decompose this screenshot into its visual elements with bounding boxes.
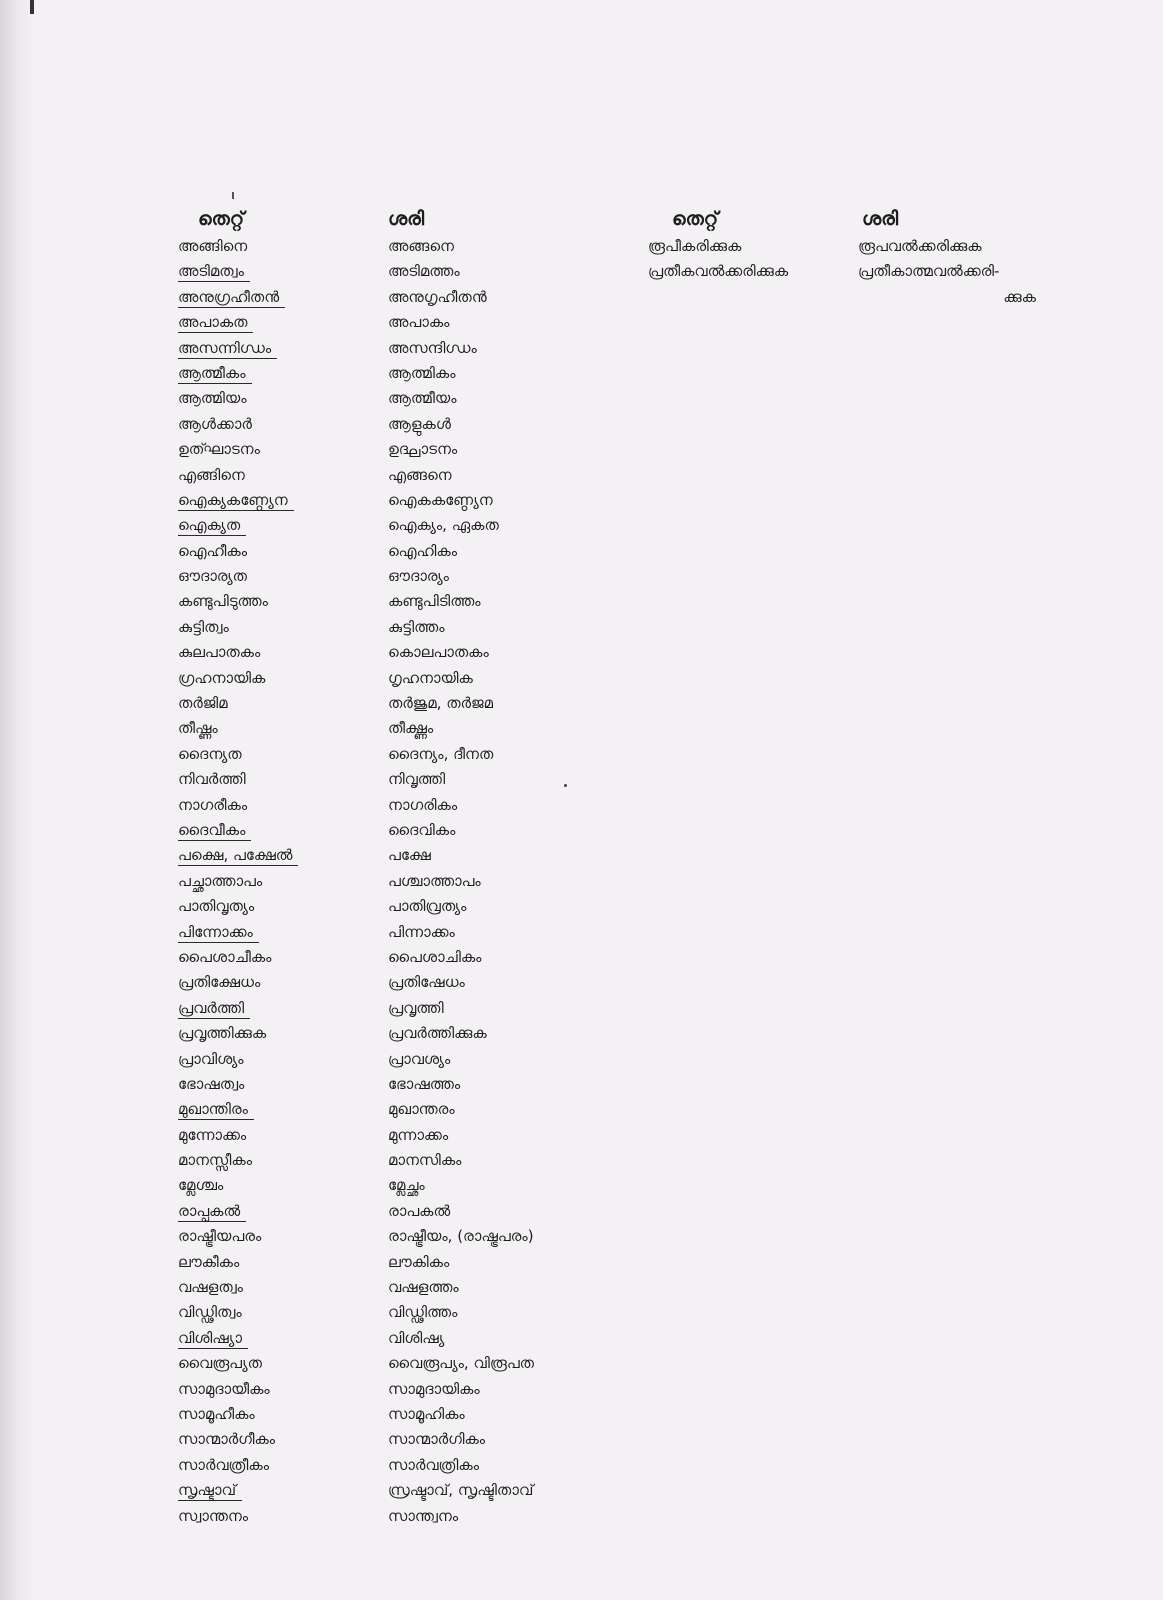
correct-word-text: അടിമത്തം [388, 262, 460, 281]
wrong-word-text: സാമുദായീകം [178, 1379, 270, 1398]
correct-word-text: നാഗരികം [388, 795, 458, 814]
wrong-word [178, 818, 378, 843]
correct-word [388, 640, 598, 665]
wrong-word-text: കുട്ടിത്വം [178, 617, 229, 636]
correct-word [388, 767, 598, 792]
left-right-column [388, 206, 598, 1529]
wrong-word [178, 1275, 378, 1300]
correct-word-text: സാമൂഹികം [388, 1404, 465, 1423]
left-wrong-list [178, 234, 378, 1529]
wrong-word [178, 640, 378, 665]
wrong-word [178, 1173, 378, 1198]
left-right-header: ശരി [388, 208, 425, 230]
wrong-word-text: ആത്മീകം [178, 364, 252, 384]
correct-word-text: കൊലപാതകം [388, 643, 489, 662]
correct-word-text: പിന്നാക്കം [388, 922, 455, 941]
wrong-word [178, 1402, 378, 1427]
wrong-word-text: രാഷ്ട്രീയപരം [178, 1227, 262, 1246]
wrong-word [178, 488, 378, 513]
wrong-word [178, 234, 378, 259]
correct-word [388, 615, 598, 640]
wrong-word [178, 666, 378, 691]
wrong-word [178, 1351, 378, 1376]
wrong-word-text: സാർവത്രീകം [178, 1455, 270, 1474]
wrong-word [178, 259, 378, 284]
left-wrong-column [178, 206, 378, 1529]
correct-word [388, 920, 598, 945]
wrong-word-text: പ്രതീകവൽക്കരിക്കുക [648, 262, 789, 281]
wrong-word-text: മുഖാന്തിരം [178, 1100, 254, 1120]
correct-word [388, 1402, 598, 1427]
correct-word [388, 1300, 598, 1325]
correct-word [388, 412, 598, 437]
correct-word [388, 539, 598, 564]
correct-word-text: ആളുകൾ [388, 414, 451, 433]
wrong-word-text: അടിമത്വം [178, 262, 250, 282]
wrong-word-text: അങ്ങിനെ [178, 237, 248, 255]
correct-word-text: ദൈവികം [388, 820, 456, 839]
correct-word [388, 1326, 598, 1351]
wrong-word [178, 564, 378, 589]
wrong-word-text: പക്ഷെ, പക്ഷേൽ [178, 846, 298, 866]
correct-word [388, 894, 598, 919]
wrong-word-text: ലൗകീകം [178, 1252, 240, 1271]
correct-word [858, 259, 1036, 284]
correct-word [388, 310, 598, 335]
correct-word [388, 1199, 598, 1224]
correct-word-text: മുഖാന്തരം [388, 1100, 455, 1119]
correct-word-text: രൂപവൽക്കരിക്കുക [858, 237, 982, 255]
correct-word [858, 234, 1036, 259]
wrong-word [178, 1478, 378, 1503]
correct-word [388, 1275, 598, 1300]
correct-word-text: അപാകം [388, 313, 450, 332]
correct-word-text: വിഡ്ഢിത്തം [388, 1303, 458, 1322]
wrong-word-text: പ്രതിക്ഷേധം [178, 973, 261, 992]
right-wrong-list [648, 234, 848, 285]
wrong-word [178, 1148, 378, 1173]
correct-word-text: പൈശാചികം [388, 947, 482, 966]
correct-word [388, 386, 598, 411]
correct-word-text: എങ്ങനെ [388, 465, 452, 484]
correct-word-text: പാതിവ്രത്യം [388, 897, 467, 916]
wrong-word [648, 259, 848, 284]
correct-word-text: പ്രതിഷേധം [388, 973, 465, 992]
wrong-word [178, 1072, 378, 1097]
correct-word [388, 234, 598, 259]
correct-word-text: ഐക്യം, ഏകത [388, 516, 499, 535]
wrong-word [178, 691, 378, 716]
wrong-word-text: തീഷ്ണം [178, 719, 218, 738]
correct-word [388, 869, 598, 894]
wrong-word-text: ഭോഷത്വം [178, 1074, 245, 1093]
wrong-word-text: കുലപാതകം [178, 643, 261, 662]
correct-word [388, 361, 598, 386]
wrong-word-text: ഗ്രഹനായിക [178, 668, 266, 687]
correct-word-text: അസന്ദിഗ്ധം [388, 338, 477, 357]
wrong-word-text: രാപ്പകൽ [178, 1202, 246, 1222]
correct-word-text: ഐഹികം [388, 541, 457, 560]
wrong-word [178, 386, 378, 411]
wrong-word [178, 1097, 378, 1122]
wrong-word-text: പിന്നോക്കം [178, 923, 259, 943]
wrong-word-text: പച്ഛാത്താപം [178, 871, 263, 890]
right-wrong-column [648, 206, 848, 285]
correct-word-text: മ്ലേച്ഛം [388, 1176, 425, 1195]
correct-word-text: ഉദ്ഘാടനം [388, 440, 458, 459]
wrong-word-text: കണ്ടുപിടുത്തം [178, 592, 268, 611]
wrong-word-text: മാനസ്സീകം [178, 1151, 253, 1170]
right-right-column [858, 206, 1036, 310]
right-right-header: ശരി [862, 208, 899, 230]
wrong-word [178, 412, 378, 437]
correct-word [388, 285, 598, 310]
correct-word [388, 1453, 598, 1478]
wrong-word-text: ഐക്യകണ്ഠ്യേന [178, 491, 294, 511]
wrong-word [178, 1250, 378, 1275]
wrong-word-text: ആത്മിയം [178, 389, 247, 408]
correct-word-text: ക്കുക [1003, 287, 1036, 306]
page-edge-shadow [0, 0, 34, 1600]
wrong-word-text: അനുഗ്രഹീതൻ [178, 288, 285, 308]
wrong-word [178, 793, 378, 818]
correct-word-text: സാന്മാർഗികം [388, 1430, 486, 1449]
correct-word-text: വഷളത്തം [388, 1278, 459, 1297]
wrong-word [178, 589, 378, 614]
wrong-word-text: സാമൂഹീകം [178, 1404, 255, 1423]
wrong-word [178, 437, 378, 462]
wrong-word-text: നിവർത്തി [178, 770, 246, 789]
correct-word [388, 818, 598, 843]
wrong-word-text: സാന്മാർഗീകം [178, 1430, 276, 1449]
wrong-word [178, 843, 378, 868]
correct-word [388, 259, 598, 284]
correct-word [388, 716, 598, 741]
wrong-word [178, 1427, 378, 1452]
wrong-word [178, 716, 378, 741]
right-wrong-header: തെറ്റ് [672, 208, 719, 230]
correct-word [388, 513, 598, 538]
correct-word [388, 1021, 598, 1046]
wrong-word [178, 1504, 378, 1529]
wrong-word [178, 513, 378, 538]
wrong-word [178, 1224, 378, 1249]
wrong-word-text: പാതിവൃത്യം [178, 897, 255, 916]
correct-word [388, 463, 598, 488]
wrong-word [178, 767, 378, 792]
wrong-word-text: പ്രാവിശ്യം [178, 1049, 244, 1068]
correct-word-text: ആത്മികം [388, 363, 456, 382]
correct-word [388, 1097, 598, 1122]
correct-word [388, 666, 598, 691]
wrong-word [178, 742, 378, 767]
wrong-word-text: ആൾക്കാർ [178, 414, 252, 433]
wrong-word [178, 336, 378, 361]
correct-word-text: തർജുമ, തർജമ [388, 694, 494, 713]
wrong-word-text: ഉത്ഘാടനം [178, 440, 260, 459]
wrong-word [178, 1300, 378, 1325]
correct-word [388, 691, 598, 716]
correct-word [388, 589, 598, 614]
correct-word [858, 285, 1036, 310]
correct-word-text: സാർവത്രികം [388, 1455, 480, 1474]
correct-word-text: ഔദാര്യം [388, 567, 449, 586]
correct-word [388, 1123, 598, 1148]
wrong-word-text: സൃഷ്ടാവ് [178, 1481, 242, 1501]
correct-word [388, 1427, 598, 1452]
wrong-word-text: വിശിഷ്യാ [178, 1329, 248, 1349]
correct-word [388, 1224, 598, 1249]
wrong-word [178, 1021, 378, 1046]
wrong-word-text: ദൈന്യത [178, 744, 242, 763]
correct-word [388, 488, 598, 513]
wrong-word-text: രൂപീകരിക്കുക [648, 237, 742, 255]
correct-word [388, 336, 598, 361]
wrong-word [178, 894, 378, 919]
correct-word [388, 1351, 598, 1376]
correct-word-text: ഐകകണ്ഠ്യേന [388, 490, 493, 509]
correct-word [388, 1173, 598, 1198]
wrong-word [178, 970, 378, 995]
correct-word-text: പ്രവൃത്തി [388, 998, 444, 1017]
correct-word [388, 1047, 598, 1072]
correct-word-text: സ്രഷ്ടാവ്, സൃഷ്ടിതാവ് [388, 1481, 534, 1500]
correct-word-text: ദൈന്യം, ദീനത [388, 744, 494, 763]
correct-word-text: തീക്ഷ്ണം [388, 719, 434, 738]
wrong-word-text: മ്ലേശ്ചം [178, 1176, 224, 1195]
wrong-word-text: വഷളത്വം [178, 1278, 243, 1297]
left-wrong-header: തെറ്റ് [198, 208, 245, 230]
left-right-list [388, 234, 598, 1529]
wrong-word [178, 1123, 378, 1148]
wrong-word-text: എങ്ങിനെ [178, 465, 245, 484]
correct-word-text: മാനസികം [388, 1151, 462, 1170]
wrong-word [178, 945, 378, 970]
correct-word-text: രാപകൽ [388, 1201, 451, 1220]
correct-word-text: ഗൃഹനായിക [388, 668, 473, 687]
wrong-word [178, 869, 378, 894]
correct-word-text: സാന്ത്വനം [388, 1506, 459, 1525]
wrong-word [178, 920, 378, 945]
correct-word [388, 1250, 598, 1275]
wrong-word [178, 1453, 378, 1478]
correct-word [388, 1377, 598, 1402]
wrong-word [178, 361, 378, 386]
wrong-word [178, 1326, 378, 1351]
wrong-word [178, 1377, 378, 1402]
correct-word-text: ഭോഷത്തം [388, 1074, 461, 1093]
correct-word [388, 970, 598, 995]
wrong-word [178, 615, 378, 640]
wrong-word-text: അപാകത [178, 313, 253, 333]
correct-word [388, 843, 598, 868]
correct-word-text: അനുഗൃഹീതൻ [388, 287, 487, 306]
correct-word-text: വിശിഷ്യ [388, 1328, 445, 1347]
wrong-word-text: തർജിമ [178, 694, 228, 713]
wrong-word-text: മുന്നോക്കം [178, 1125, 247, 1144]
wrong-word-text: ഔദാര്യത [178, 567, 247, 586]
wrong-word-text: വിഡ്ഢിത്വം [178, 1303, 242, 1322]
wrong-word-text: ദൈവീകം [178, 821, 251, 841]
correct-word-text: പക്ഷേ [388, 846, 431, 865]
correct-word [388, 437, 598, 462]
correct-word-text: കുട്ടിത്തം [388, 617, 445, 636]
correct-word [388, 996, 598, 1021]
correct-word [388, 1148, 598, 1173]
correct-word-text: കണ്ടുപിടിത്തം [388, 592, 481, 611]
correct-word-text: രാഷ്ട്രീയം, (രാഷ്ട്രപരം) [388, 1227, 534, 1246]
correct-word-text: ആത്മീയം [388, 389, 457, 408]
correct-word-text: മുന്നാക്കം [388, 1125, 449, 1144]
correct-word [388, 742, 598, 767]
ink-mark [232, 192, 234, 199]
correct-word-text: പശ്ചാത്താപം [388, 871, 481, 890]
wrong-word [178, 1047, 378, 1072]
correct-word-text: വൈരൂപ്യം, വിരൂപത [388, 1354, 534, 1373]
wrong-word-text: പൈശാചീകം [178, 947, 272, 966]
wrong-word [178, 539, 378, 564]
wrong-word [648, 234, 848, 259]
wrong-word-text: പ്രവൃത്തിക്കുക [178, 1024, 267, 1043]
correct-word [388, 564, 598, 589]
correct-word [388, 945, 598, 970]
wrong-word-text: ഐക്യത [178, 516, 246, 536]
correct-word [388, 1072, 598, 1097]
wrong-word-text: നാഗരീകം [178, 795, 248, 814]
right-right-list [858, 234, 1036, 310]
correct-word [388, 793, 598, 818]
wrong-word [178, 463, 378, 488]
correct-word-text: പ്രതീകാത്മവൽക്കരി- [858, 262, 1000, 281]
correct-word-text: അങ്ങനെ [388, 237, 454, 255]
wrong-word-text: അസന്നിഗ്ധം [178, 339, 277, 359]
correct-word-text: നിവൃത്തി [388, 770, 446, 789]
wrong-word-text: വൈരൂപ്യത [178, 1354, 262, 1373]
correct-word-text: ലൗകികം [388, 1252, 450, 1271]
wrong-word-text: ഐഹീകം [178, 541, 247, 560]
wrong-word [178, 1199, 378, 1224]
correct-word-text: പ്രാവശ്യം [388, 1049, 451, 1068]
page-corner-mark [30, 0, 34, 14]
correct-word-text: പ്രവർത്തിക്കുക [388, 1024, 487, 1043]
correct-word-text: സാമുദായികം [388, 1379, 480, 1398]
wrong-word-text: സ്വാന്തനം [178, 1506, 249, 1525]
correct-word [388, 1478, 598, 1503]
wrong-word-text: പ്രവർത്തി [178, 999, 250, 1019]
wrong-word [178, 285, 378, 310]
correct-word [388, 1504, 598, 1529]
wrong-word [178, 310, 378, 335]
wrong-word [178, 996, 378, 1021]
